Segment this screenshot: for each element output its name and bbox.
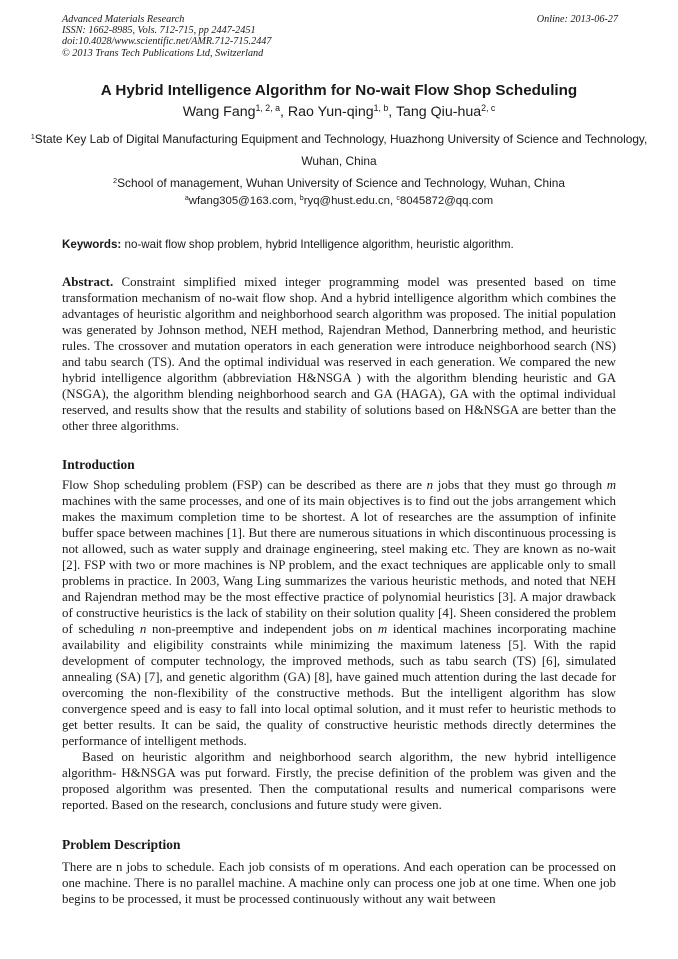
affiliation-text: State Key Lab of Digital Manufacturing Equipment and Technology, Huazhong University of Science and Technology, Wuhan, China bbox=[34, 132, 648, 168]
text-run: jobs that they must go through bbox=[433, 478, 607, 492]
author-name: Wang Fang bbox=[182, 104, 256, 120]
author-superscript: 2, c bbox=[481, 103, 496, 114]
introduction-paragraph-2: Based on heuristic algorithm and neighborhood search algorithm, the new hybrid intelligence algorithm- H&NSGA was put forward. Firstly, the precise definition of the problem was given and the proposed algorithm was presented. Then the computational results and numerical comparisons were reported. Based on the research, conclusions and future study were given. bbox=[62, 750, 616, 812]
keywords bbox=[62, 238, 622, 251]
section-heading-introduction: Introduction bbox=[62, 457, 135, 472]
journal-header bbox=[62, 14, 618, 59]
affiliation-superscript: 1 bbox=[30, 131, 35, 141]
author-superscript: 1, 2, a bbox=[255, 103, 280, 114]
math-variable: n bbox=[139, 622, 147, 636]
abstract-label: Abstract. bbox=[62, 275, 114, 289]
affiliation-2 bbox=[30, 172, 648, 194]
math-variable: m bbox=[606, 478, 616, 492]
introduction-paragraph-1 bbox=[62, 477, 616, 749]
email-address: wfang305@163.com bbox=[188, 195, 294, 207]
affiliation-text: School of management, Wuhan University of Science and Technology, Wuhan, China bbox=[117, 176, 566, 190]
keywords-text: no-wait flow shop problem, hybrid Intelligence algorithm, heuristic algorithm. bbox=[121, 238, 514, 251]
text-run: identical machines incorporating machine availability and eligibility constraints while minimizing the maximum lateness [5]. With the rapid development of computer technology, the improved methods, such as tabu search (TS) [6], simulated annealing (SA) [7], and genetic algorithm (GA) [8], have gained much attention during the last decade for overcoming the non-flexibility of the constructive methods. But the intelligent algorithm has slow convergence speed and is easy to fall into local optimal solution, and it must refer to heuristic methods to get better results. It can be said, the quality of constructive heuristic methods directly determines the performance of intelligent methods. bbox=[62, 622, 616, 748]
email-address: 8045872@qq.com bbox=[399, 195, 494, 207]
math-variable: n bbox=[426, 478, 434, 492]
author-list: Wang Fang$^{1, 2, a}$, Rao Yun-qing$^{1, b}$, Tang Qiu-hua$^{2, c}$ bbox=[182, 103, 496, 120]
email-superscript: b bbox=[299, 195, 304, 203]
author-name: Tang Qiu-hua bbox=[395, 104, 482, 120]
paper-title: A Hybrid Intelligence Algorithm for No-wait Flow Shop Scheduling bbox=[100, 82, 578, 99]
doi-line: doi:10.4028/www.scientific.net/AMR.712-715.2447 bbox=[62, 36, 272, 48]
text-run: Flow Shop scheduling problem (FSP) can be described as there are bbox=[62, 478, 427, 492]
author-emails: $^a$wfang305@163.com, $^b$ryq@hust.edu.cn, $^c$8045872@qq.com bbox=[184, 195, 494, 207]
affiliation-superscript: 2 bbox=[112, 175, 118, 185]
author-name: Rao Yun-qing bbox=[287, 104, 374, 120]
text-run: machines with the same processes, and one of its main objectives is to find out the jobs arrangement which makes the maximum completion time to be shortest. A lot of researches are the assumption of infinite buffer space between machines [1]. But there are numerous situations in which discontinuous processing is not allowed, such as water supply and drainage engineering, steel making etc. They are known as no-wait [2]. FSP with two or more machines is NP problem, and the exact techniques are applicable only to small problems in practice. In 2003, Wang Ling summarizes the various heuristic methods, and noted that NEH and Rajendran method may be the most effective practice of polynomial heuristics [3]. A major drawback of constructive heuristics is the lack of stability on their solution quality [4]. Sheen considered the problem of scheduling bbox=[62, 494, 616, 636]
text-run: non-preemptive and independent jobs on bbox=[146, 622, 378, 636]
section-heading-problem-description: Problem Description bbox=[62, 837, 181, 852]
copyright-line: © 2013 Trans Tech Publications Ltd, Switzerland bbox=[62, 47, 264, 59]
email-superscript: a bbox=[184, 195, 189, 203]
introduction-body bbox=[62, 477, 616, 813]
abstract bbox=[62, 274, 616, 434]
problem-description-body bbox=[62, 859, 616, 907]
author-superscript: 1, b bbox=[373, 103, 389, 114]
math-variable: m bbox=[377, 622, 388, 636]
email-superscript: c bbox=[396, 195, 400, 203]
keywords-label: Keywords: bbox=[62, 238, 122, 251]
online-date: Online: 2013-06-27 bbox=[536, 14, 618, 25]
affiliation-1 bbox=[30, 128, 648, 172]
journal-name: Advanced Materials Research bbox=[62, 14, 185, 25]
issn-line: ISSN: 1662-8985, Vols. 712-715, pp 2447-2451 bbox=[62, 25, 256, 37]
problem-paragraph-1: There are n jobs to schedule. Each job consists of m operations. And each operation can be processed on one machine. There is no parallel machine. A machine only can process one job at one time. When one job begins to be processed, it must be processed continuously without any wait between bbox=[62, 860, 616, 906]
email-address: ryq@hust.edu.cn bbox=[303, 195, 390, 207]
abstract-text: Constraint simplified mixed integer programming model was presented based on time transformation mechanism of no-wait flow shop. And a hybrid intelligence algorithm which combines the advantages of heuristic algorithm and neighborhood search algorithm was proposed. The initial population was generated by Johnson method, NEH method, Rajendran Method, Dannerbring method, and heuristic rules. The crossover and mutation operators in each generation were introduce neighborhood search (NS) and tabu search (TS). And the optimal individual was reserved in each generation. We compared the new hybrid intelligence algorithm (abbreviation H&NSGA ) with the algorithm blending heuristic and GA (NSGA), the algorithm blending neighborhood search and GA (HAGA), GA with the optimal individual reserved, and results show that the results and stability of solutions based on H&NSGA are better than the other three algorithms. bbox=[62, 275, 616, 433]
